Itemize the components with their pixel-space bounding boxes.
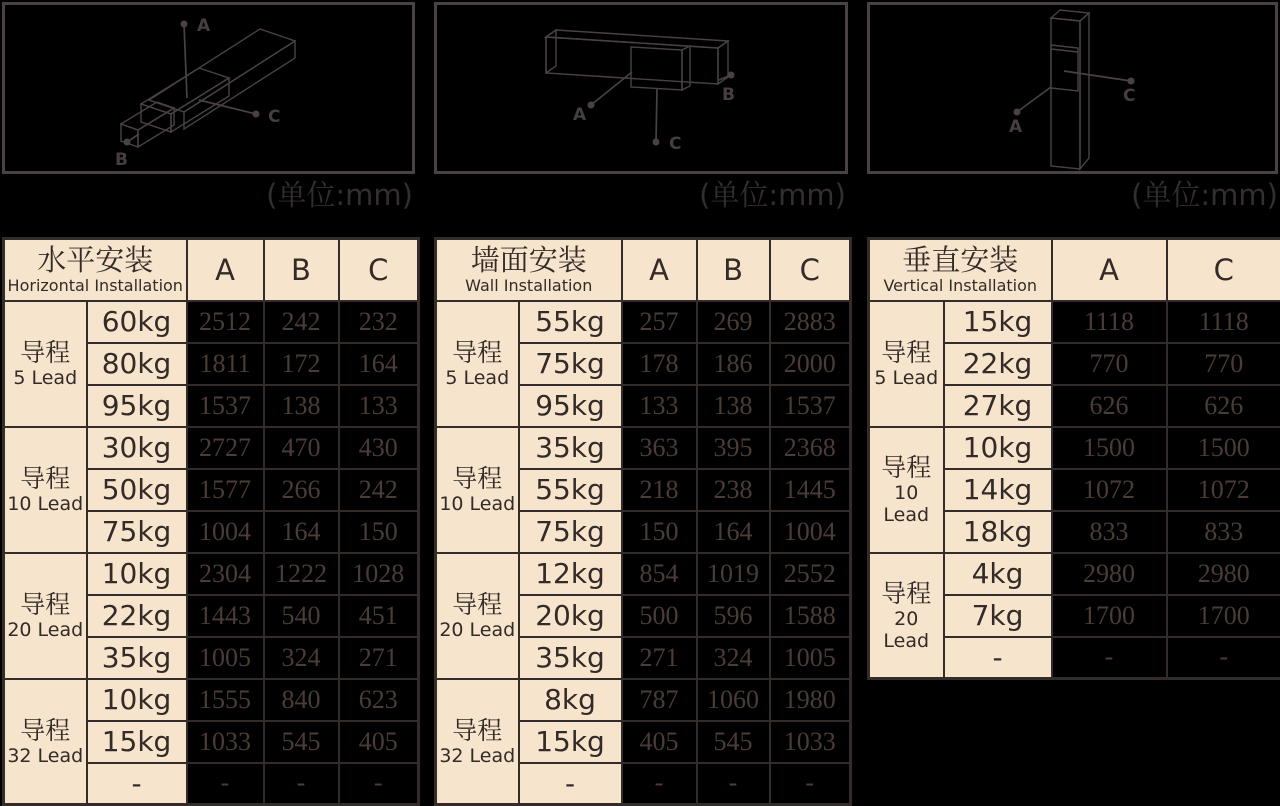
wall-mount-drawing: [437, 5, 845, 171]
column-header-b: B: [697, 239, 770, 301]
lead-label-en: 10 Lead: [7, 493, 84, 515]
value-cell: 1537: [770, 385, 851, 427]
point-c-label: C: [1123, 86, 1136, 106]
value-cell: 164: [264, 511, 339, 553]
lead-group-label: [436, 301, 519, 427]
value-cell: 2552: [770, 553, 851, 595]
value-cell: 500: [622, 595, 697, 637]
lead-group-label: [4, 553, 87, 679]
column-header-c: C: [770, 239, 851, 301]
value-cell: 164: [339, 343, 419, 385]
beam-left-face: [546, 30, 556, 73]
table-row: [436, 301, 851, 343]
point-a-label: A: [573, 105, 587, 125]
point-c-label: C: [669, 134, 682, 154]
load-cell: 15kg: [87, 721, 187, 763]
load-cell: 15kg: [519, 721, 622, 763]
value-cell: 1060: [697, 679, 770, 721]
lead-label-zh: 导程: [452, 715, 503, 745]
value-cell: 1700: [1052, 595, 1167, 637]
value-cell: -: [1052, 637, 1167, 679]
load-cell: 12kg: [519, 553, 622, 595]
value-cell: 1118: [1052, 301, 1167, 343]
value-cell: 623: [339, 679, 419, 721]
table-title-en: Vertical Installation: [883, 276, 1038, 296]
column-header-c: C: [1167, 239, 1280, 301]
value-cell: 271: [339, 637, 419, 679]
lead-label-zh: 导程: [20, 338, 71, 367]
load-cell: 35kg: [87, 637, 187, 679]
load-cell: 55kg: [519, 301, 622, 343]
value-cell: 257: [622, 301, 697, 343]
table-title: [869, 239, 1052, 301]
load-cell: 14kg: [944, 469, 1052, 511]
value-cell: 1033: [187, 721, 264, 763]
value-cell: 133: [339, 385, 419, 427]
load-cell: 30kg: [87, 427, 187, 469]
lead-group-label: [869, 553, 944, 679]
value-cell: 218: [622, 469, 697, 511]
load-cell: 20kg: [519, 595, 622, 637]
lead-label-zh: 导程: [452, 338, 503, 367]
table-row: [869, 427, 1280, 469]
dimension-a-line: [1017, 87, 1051, 112]
lead-group-label: [4, 679, 87, 805]
value-cell: -: [264, 763, 339, 805]
lead-label-en: 20 Lead: [439, 619, 516, 641]
lead-label-zh: 导程: [20, 715, 71, 745]
value-cell: 540: [264, 595, 339, 637]
value-cell: 430: [339, 427, 419, 469]
point-c-label: C: [268, 107, 281, 127]
point-a-dot: [1014, 109, 1021, 116]
point-c-dot: [1128, 78, 1135, 85]
table-title-en: Wall Installation: [465, 276, 593, 296]
value-cell: 266: [264, 469, 339, 511]
value-cell: 2368: [770, 427, 851, 469]
value-cell: -: [770, 763, 851, 805]
load-cell: 35kg: [519, 427, 622, 469]
value-cell: 1004: [770, 511, 851, 553]
value-cell: 1537: [187, 385, 264, 427]
value-cell: 1072: [1052, 469, 1167, 511]
lead-label-en: 32 Lead: [7, 744, 84, 767]
dimension-c-line: [656, 89, 657, 142]
value-cell: 1811: [187, 343, 264, 385]
load-cell: 50kg: [87, 469, 187, 511]
load-cell: 22kg: [944, 343, 1052, 385]
lead-group-label: [869, 301, 944, 427]
lead-label-zh: 导程: [20, 590, 71, 619]
point-b-label: B: [115, 150, 128, 170]
value-cell: 545: [264, 721, 339, 763]
wall-installation-table: [434, 237, 849, 806]
point-a-label: A: [1009, 117, 1023, 137]
lead-label-en: 10 Lead: [883, 482, 930, 526]
lead-label-en: 5 Lead: [874, 367, 939, 389]
load-cell: 80kg: [87, 343, 187, 385]
value-cell: 1500: [1167, 427, 1280, 469]
carriage-end-face: [141, 104, 171, 132]
value-cell: 405: [339, 721, 419, 763]
value-cell: 1004: [187, 511, 264, 553]
value-cell: 1033: [770, 721, 851, 763]
point-b-label: B: [722, 85, 735, 105]
value-cell: 324: [697, 637, 770, 679]
value-cell: 1443: [187, 595, 264, 637]
load-cell: 75kg: [519, 343, 622, 385]
table-title-zh: 水平安装: [37, 243, 154, 278]
value-cell: 1005: [187, 637, 264, 679]
table-row: [4, 679, 419, 721]
table-row: [436, 553, 851, 595]
value-cell: 1588: [770, 595, 851, 637]
lead-group-label: [436, 679, 519, 805]
load-cell: 10kg: [944, 427, 1052, 469]
dimension-a-line: [184, 24, 187, 98]
vertical-installation-grid: [867, 237, 1280, 680]
column-header-a: A: [622, 239, 697, 301]
load-cell: 95kg: [519, 385, 622, 427]
value-cell: 1577: [187, 469, 264, 511]
value-cell: 232: [339, 301, 419, 343]
load-cell: -: [944, 637, 1052, 679]
lead-group-label: [869, 427, 944, 553]
load-cell: 75kg: [519, 511, 622, 553]
horizontal-mount-drawing: [5, 5, 412, 171]
value-cell: 2980: [1052, 553, 1167, 595]
column-front-face: [1051, 18, 1080, 169]
value-cell: 242: [264, 301, 339, 343]
load-cell: 15kg: [944, 301, 1052, 343]
point-a-label: A: [197, 16, 211, 36]
value-cell: 150: [622, 511, 697, 553]
dimension-c-line: [199, 100, 256, 114]
value-cell: 833: [1167, 511, 1280, 553]
lead-label-zh: 导程: [452, 590, 503, 619]
load-cell: 75kg: [87, 511, 187, 553]
value-cell: 271: [622, 637, 697, 679]
value-cell: 1019: [697, 553, 770, 595]
horizontal-mount-diagram: [2, 2, 415, 174]
unit-label: (单位:mm): [1131, 178, 1278, 212]
table-title-zh: 墙面安装: [470, 243, 587, 278]
value-cell: 1980: [770, 679, 851, 721]
value-cell: 1700: [1167, 595, 1280, 637]
value-cell: 269: [697, 301, 770, 343]
value-cell: 324: [264, 637, 339, 679]
table-row: [4, 427, 419, 469]
value-cell: -: [1167, 637, 1280, 679]
value-cell: 626: [1052, 385, 1167, 427]
lead-label-en: 32 Lead: [439, 744, 516, 767]
value-cell: 238: [697, 469, 770, 511]
table-row: [869, 301, 1280, 343]
load-cell: -: [87, 763, 187, 805]
value-cell: 1028: [339, 553, 419, 595]
value-cell: 626: [1167, 385, 1280, 427]
load-cell: 10kg: [87, 553, 187, 595]
value-cell: 1005: [770, 637, 851, 679]
load-cell: 4kg: [944, 553, 1052, 595]
lead-label-en: 5 Lead: [13, 367, 78, 389]
point-b-dot: [728, 72, 735, 79]
column-right-face: [1080, 13, 1089, 169]
value-cell: 840: [264, 679, 339, 721]
value-cell: 545: [697, 721, 770, 763]
value-cell: 405: [622, 721, 697, 763]
lead-group-label: [4, 301, 87, 427]
column-header-a: A: [187, 239, 264, 301]
lead-label-zh: 导程: [20, 464, 71, 493]
value-cell: 1118: [1167, 301, 1280, 343]
load-cell: 7kg: [944, 595, 1052, 637]
point-b-dot: [124, 139, 131, 146]
value-cell: 1500: [1052, 427, 1167, 469]
column-header-c: C: [339, 239, 419, 301]
value-cell: 451: [339, 595, 419, 637]
value-cell: 1222: [264, 553, 339, 595]
table-row: [4, 301, 419, 343]
load-cell: 18kg: [944, 511, 1052, 553]
point-c-dot: [653, 139, 660, 146]
load-cell: 95kg: [87, 385, 187, 427]
value-cell: 242: [339, 469, 419, 511]
value-cell: 2883: [770, 301, 851, 343]
value-cell: 2304: [187, 553, 264, 595]
load-cell: 27kg: [944, 385, 1052, 427]
table-row: [4, 553, 419, 595]
value-cell: 138: [697, 385, 770, 427]
lead-group-label: [436, 553, 519, 679]
vertical-installation-table: [867, 237, 1280, 680]
table-title: [436, 239, 622, 301]
value-cell: 2000: [770, 343, 851, 385]
value-cell: 470: [264, 427, 339, 469]
value-cell: 133: [622, 385, 697, 427]
value-cell: 2980: [1167, 553, 1280, 595]
value-cell: 2727: [187, 427, 264, 469]
lead-label-zh: 导程: [881, 338, 932, 367]
table-title: [4, 239, 187, 301]
value-cell: 164: [697, 511, 770, 553]
load-cell: 22kg: [87, 595, 187, 637]
point-a-dot: [588, 102, 595, 109]
value-cell: 596: [697, 595, 770, 637]
value-cell: 172: [264, 343, 339, 385]
carriage-front-face: [631, 47, 682, 90]
lead-label-zh: 导程: [881, 453, 932, 482]
beam-front-face: [546, 37, 718, 84]
lead-label-en: 5 Lead: [445, 367, 510, 389]
value-cell: 2512: [187, 301, 264, 343]
lead-label-zh: 导程: [881, 578, 932, 608]
unit-label: (单位:mm): [266, 178, 413, 212]
value-cell: 854: [622, 553, 697, 595]
point-a-dot: [181, 21, 188, 28]
value-cell: 833: [1052, 511, 1167, 553]
table-row: [869, 553, 1280, 595]
vertical-mount-drawing: [870, 5, 1275, 171]
carriage-top-edge: [1051, 49, 1078, 52]
value-cell: 787: [622, 679, 697, 721]
value-cell: 1445: [770, 469, 851, 511]
value-cell: 1555: [187, 679, 264, 721]
load-cell: 8kg: [519, 679, 622, 721]
point-c-dot: [253, 111, 260, 118]
value-cell: 770: [1167, 343, 1280, 385]
load-cell: 55kg: [519, 469, 622, 511]
lead-group-label: [436, 427, 519, 553]
vertical-mount-diagram: [867, 2, 1278, 174]
table-title-en: Horizontal Installation: [7, 276, 183, 296]
wall-mount-diagram: [434, 2, 848, 174]
load-cell: 35kg: [519, 637, 622, 679]
value-cell: -: [697, 763, 770, 805]
lead-group-label: [4, 427, 87, 553]
horizontal-installation-grid: [2, 237, 420, 806]
unit-label: (单位:mm): [699, 178, 846, 212]
value-cell: 770: [1052, 343, 1167, 385]
load-cell: 10kg: [87, 679, 187, 721]
value-cell: 138: [264, 385, 339, 427]
column-header-a: A: [1052, 239, 1167, 301]
lead-label-en: 20 Lead: [883, 607, 930, 652]
lead-label-en: 10 Lead: [439, 493, 516, 515]
dimension-c-line: [1064, 71, 1131, 81]
value-cell: 150: [339, 511, 419, 553]
table-title-zh: 垂直安装: [902, 243, 1019, 278]
lead-label-zh: 导程: [452, 464, 503, 493]
horizontal-installation-table: [2, 237, 417, 806]
value-cell: 1072: [1167, 469, 1280, 511]
lead-label-en: 20 Lead: [7, 619, 84, 641]
value-cell: 186: [697, 343, 770, 385]
load-cell: 60kg: [87, 301, 187, 343]
value-cell: -: [622, 763, 697, 805]
wall-installation-grid: [434, 237, 852, 806]
carriage-end-face: [682, 46, 690, 90]
value-cell: 363: [622, 427, 697, 469]
value-cell: -: [339, 763, 419, 805]
load-cell: -: [519, 763, 622, 805]
value-cell: -: [187, 763, 264, 805]
value-cell: 395: [697, 427, 770, 469]
table-row: [436, 679, 851, 721]
value-cell: 178: [622, 343, 697, 385]
table-row: [436, 427, 851, 469]
column-header-b: B: [264, 239, 339, 301]
